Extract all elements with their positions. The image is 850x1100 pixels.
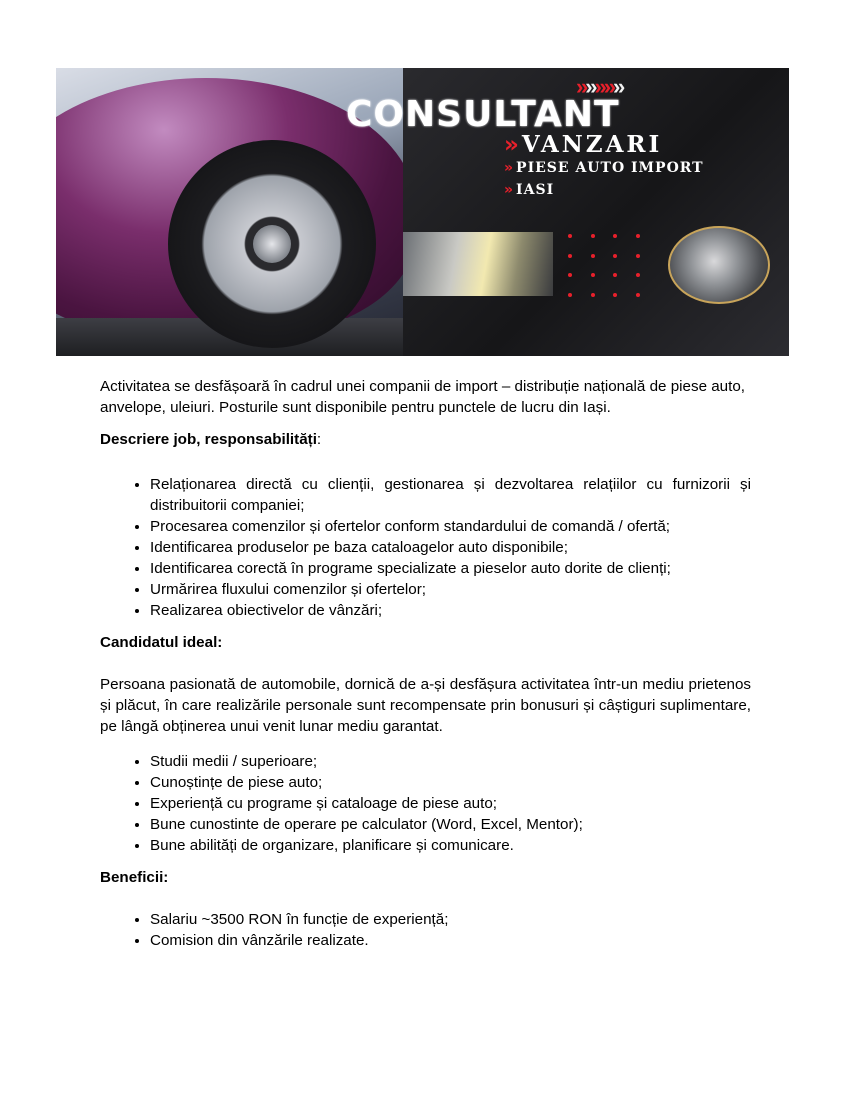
auto-parts-photo (668, 226, 770, 304)
intro-paragraph: Activitatea se desfășoară în cadrul unei companii de import – distribuție națională de piese auto, anvelope, uleiuri. Posturile sunt disponibile pentru punctele de lucru din Iași. (100, 378, 746, 416)
list-item: • Studii medii / superioare; (150, 751, 751, 772)
requirements-list (100, 751, 751, 856)
job-description (100, 376, 751, 951)
banner-line-text: PIESE AUTO IMPORT (516, 160, 704, 176)
banner-line-text: IASI (516, 182, 555, 198)
list-item: • Realizarea obiectivelor de vânzări; (150, 600, 751, 621)
oil-pour-photo (403, 232, 553, 296)
list-item: • Comision din vânzările realizate. (150, 930, 751, 951)
list-item: • Experiență cu programe și cataloage de piese auto; (150, 793, 751, 814)
list-item: • Bune abilități de organizare, planificare și comunicare. (150, 835, 751, 856)
candidate-heading: Candidatul ideal: (100, 634, 223, 651)
job-banner (56, 68, 789, 356)
banner-line-piese (504, 160, 704, 176)
list-item: • Cunoștințe de piese auto; (150, 772, 751, 793)
list-item: • Identificarea produselor pe baza cataloagelor auto disponibile; (150, 537, 751, 558)
candidate-paragraph: Persoana pasionată de automobile, dornică de a-și desfășura activitatea într-un mediu prietenos și plăcut, în care realizările personale sunt recompensate prin bonusuri și câștiguri suplimentare, pe lângă obținerea unui venit lunar mediu garantat. (100, 676, 751, 735)
wheel-hub-shape (253, 225, 291, 263)
banner-line-iasi (504, 182, 554, 198)
job-heading (100, 429, 751, 450)
benefits-heading: Beneficii: (100, 869, 169, 886)
list-item: • Identificarea corectă în programe specializate a pieselor auto dorite de clienți; (150, 558, 751, 579)
responsibilities-list (100, 474, 751, 621)
banner-line-vanzari (504, 131, 662, 158)
banner-line-text: VANZARI (521, 131, 663, 158)
red-arrow-icon: » (504, 182, 511, 198)
list-item: • Urmărirea fluxului comenzilor și ofertelor; (150, 579, 751, 600)
banner-title: CONSULTANT (346, 94, 620, 135)
benefits-list (100, 909, 751, 951)
list-item: • Salariu ~3500 RON în funcție de experiență; (150, 909, 751, 930)
job-heading-text: Descriere job, responsabilități (100, 431, 317, 448)
red-arrow-icon: » (504, 160, 511, 176)
dot-grid-decoration (568, 234, 658, 312)
list-item: • Relaționarea directă cu clienții, gestionarea și dezvoltarea relațiilor cu furnizorii și distribuitorii companiei; (150, 474, 751, 516)
chevrons-decoration: »»»»» (576, 74, 623, 99)
red-arrow-icon: » (504, 132, 516, 158)
list-item: • Procesarea comenzilor și ofertelor conform standardului de comandă / ofertă; (150, 516, 751, 537)
list-item: • Bune cunostinte de operare pe calculator (Word, Excel, Mentor); (150, 814, 751, 835)
job-heading-colon: : (316, 431, 322, 448)
